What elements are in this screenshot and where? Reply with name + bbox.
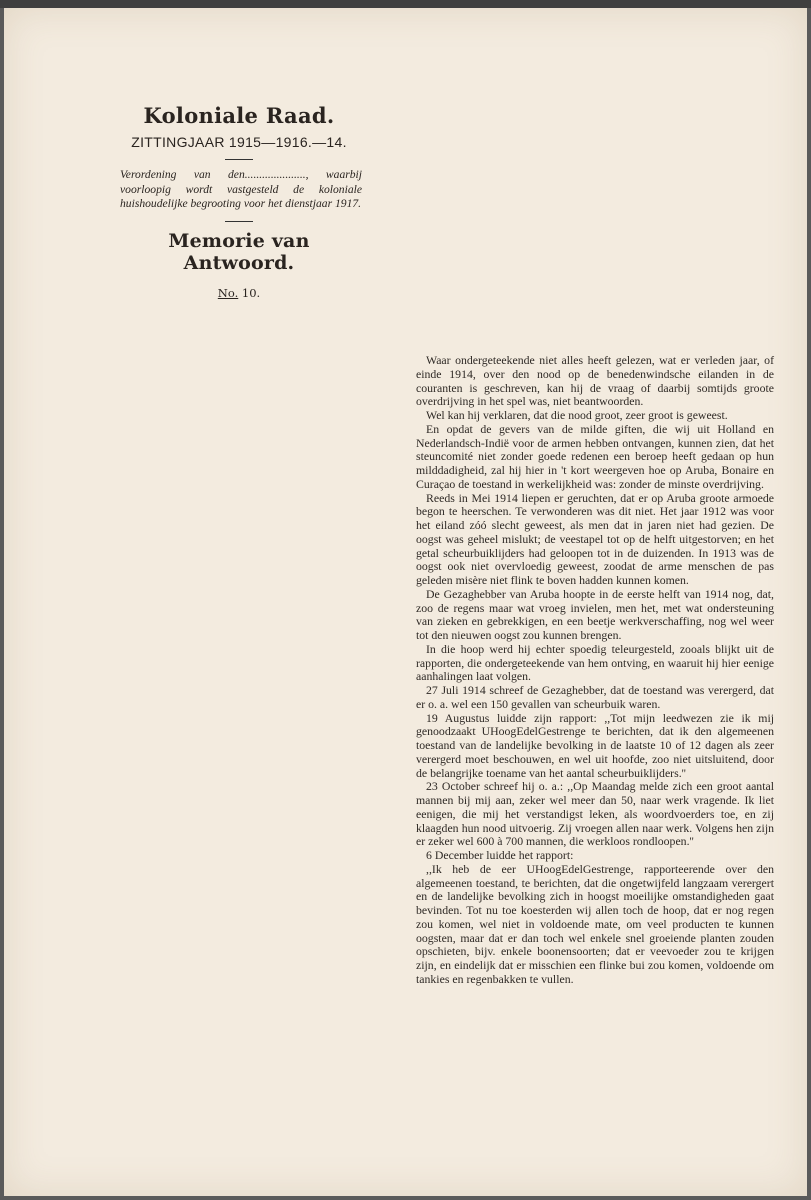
- body-text: [416, 354, 774, 987]
- session-year: ZITTINGJAAR 1915—1916.—14.: [131, 134, 347, 150]
- paragraph: ,,Ik heb de eer UHoogEdelGestrenge, rapporteerende over den algemeenen toestand, te berichten, dat die ongetwijfeld langzaam verergert en de landelijke bevolking zich in hoogst moeilijke omstandigheden gaat bevinden. Tot nu toe koesterden wij allen toch de hoop, dat er nog regen zou komen, wel niet in voldoende mate, om veel producten te kunnen oogsten, maar dat er dan toch wel enkele snel groeiende planten zouden opschieten, bijv. enkele boonensoorten; dat er veevoeder zou te krijgen zijn, en eindelijk dat er misschien een flinke bui zou komen, voldoende om tankies en regenbakken te vullen.: [416, 861, 774, 986]
- paragraph: En opdat de gevers van de milde giften, die wij uit Holland en Nederlandsch-Indië voor de armen hebben ontvangen, kunnen zien, dat het steuncomité niet zonder goede redenen een beroep heeft gedaan op hun milddadigheid, zal hij hier in 't kort weergeven hoe op Aruba, Bonaire en Curaçao de toestand in werkelijkheid was: zonder de minste overdrijving.: [416, 421, 774, 491]
- document-title: Memorie van Antwoord.: [168, 229, 310, 274]
- header-divider: [225, 159, 253, 160]
- document-header: [114, 103, 364, 300]
- paragraph: 27 Juli 1914 schreef de Gezaghebber, dat de toestand was verergerd, dat er o. a. wel een 150 gevallen van scheurbuik waren.: [416, 683, 774, 711]
- paragraph: Waar ondergeteekende niet alles heeft gelezen, wat er verleden jaar, of einde 1914, over den nood op de benedenwindsche eilanden in de couranten is geschreven, kan hij de vraag of daarbij somtijds groote overdrijving in het spel was, niet beantwoorden.: [416, 353, 774, 409]
- ordinance-description: Verordening van den....................., waarbij voorloopig wordt vastgesteld de koloniale huishoudelijke begrooting voor het dienstjaar 1917.: [120, 168, 362, 210]
- number-prefix: No.: [217, 285, 239, 300]
- paragraph: De Gezaghebber van Aruba hoopte in de eerste helft van 1914 nog, dat, zoo de regens maar wat vroeg invielen, men het, met wat ondersteuning van zieken en gebrekkigen, en een beetje werkverschaffing, nog wel weer tot den nieuwen oogst zou kunnen brengen.: [416, 586, 774, 642]
- paragraph: Reeds in Mei 1914 liepen er geruchten, dat er op Aruba groote armoede begon te heerschen. Te verwonderen was dit niet. Het jaar 1912 was voor het eiland zóó slecht geweest, als men dat in jaren niet had gezien. De oogst was geheel mislukt; de veestapel tot op de helft uitgestorven; en het getal scheurbuiklijders had geloopen tot in de duizenden. In 1913 was de oogst ook niet overvloedig geweest, zoodat de arme menschen de pas geleden misère niet flink te boven hadden kunnen komen.: [416, 490, 774, 587]
- paragraph: 19 Augustus luidde zijn rapport: ,,Tot mijn leedwezen zie ik mij genoodzaakt UHoogEdelGestrenge te berichten, dat ik den algemeenen toestand van de landelijke bevolking in de laatste 10 of 12 dagen als zeer verergerd moet beschouwen, en wel uit hoofde, zoo niet uitsluitend, door de belangrijke toename van het aantal scheurbuiklijders.'': [416, 710, 774, 780]
- paragraph: In die hoop werd hij echter spoedig teleurgesteld, zooals blijkt uit de rapporten, die ondergeteekende van hem ontving, en waaruit hij hier eenige aanhalingen laat volgen.: [416, 641, 774, 684]
- paragraph: Wel kan hij verklaren, dat die nood groot, zeer groot is geweest.: [426, 408, 728, 422]
- paragraph: 6 December luidde het rapport:: [426, 848, 574, 862]
- number-value: 10.: [241, 285, 261, 300]
- council-title: Koloniale Raad.: [143, 103, 335, 128]
- paragraph: 23 October schreef hij o. a.: ,,Op Maandag melde zich een groot aantal mannen bij mij aan, zeker wel meer dan 50, naar werk vragende. Ik liet eenigen, die mij het verstandigst leken, als woordvoerders toe, en zij klaagden hun nood uitvoerig. Zij vroegen allen naar werk. Volgens hen zijn er zeker wel 600 à 700 mannen, die werkloos rondloopen.'': [416, 779, 774, 849]
- document-page: [4, 8, 807, 1196]
- document-number: [114, 286, 364, 300]
- title-divider: [225, 221, 253, 222]
- top-edge-bar: [0, 0, 811, 8]
